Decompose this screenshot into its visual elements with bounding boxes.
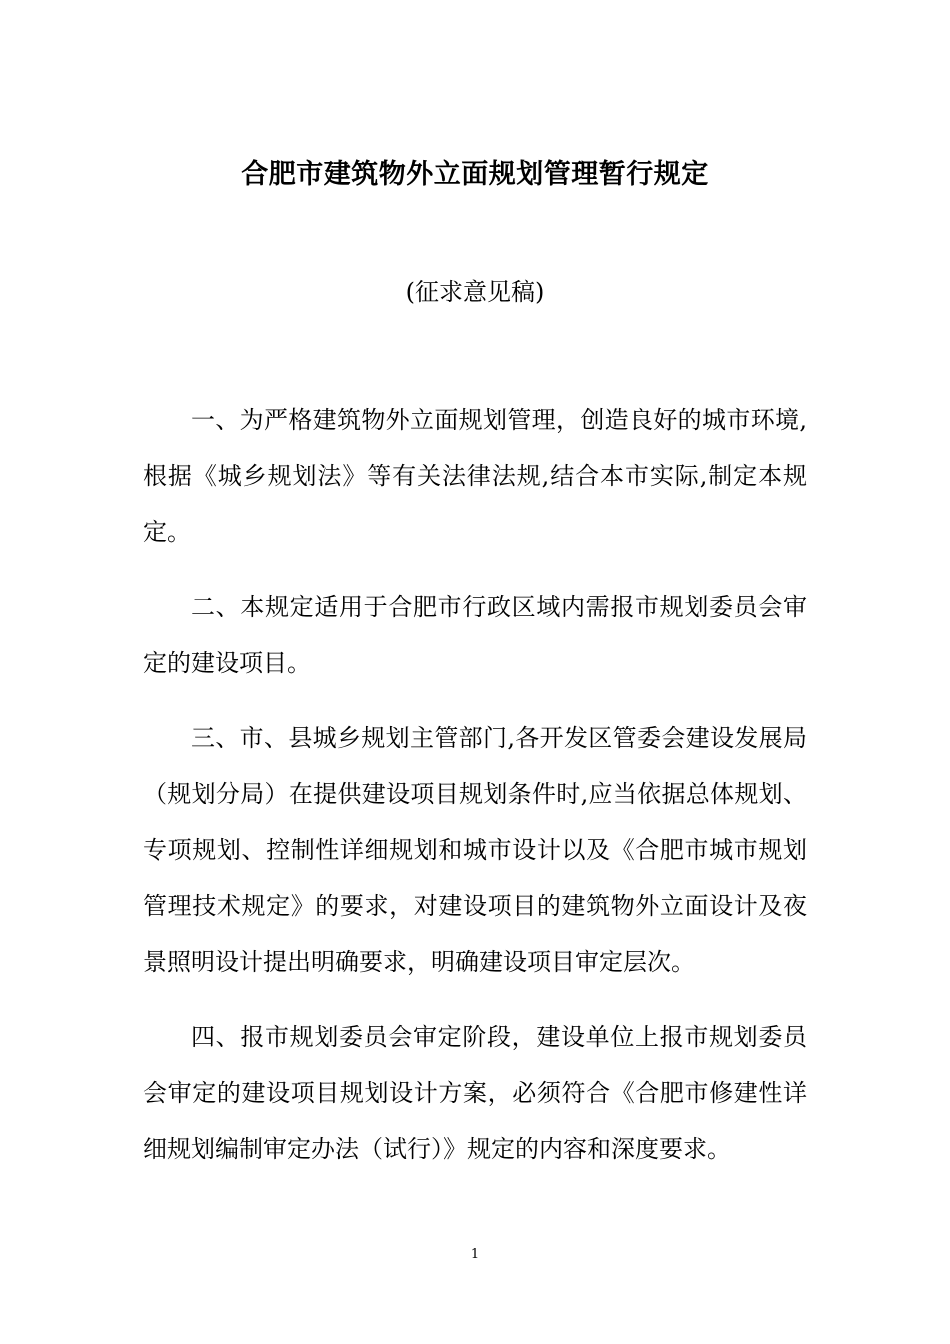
document-body: [143, 392, 807, 1196]
document-title: 合肥市建筑物外立面规划管理暂行规定: [241, 159, 709, 190]
document-subtitle: (征求意见稿): [405, 278, 545, 306]
paragraph-3: 三、市、县城乡规划主管部门,各开发区管委会建设发展局（规划分局）在提供建设项目规划条件时,应当依据总体规划、专项规划、控制性详细规划和城市设计以及《合肥市城市规划管理技术规定》的要求，对建设项目的建筑物外立面设计及夜景照明设计提出明确要求，明确建设项目审定层次。: [143, 724, 807, 976]
paragraph-1: 一、为严格建筑物外立面规划管理，创造良好的城市环境,根据《城乡规划法》等有关法律法规,结合本市实际,制定本规定。: [143, 406, 807, 546]
paragraph-2: 二、本规定适用于合肥市行政区域内需报市规划委员会审定的建设项目。: [143, 593, 807, 677]
page-number: 1: [470, 1247, 480, 1262]
paragraph-4: 四、报市规划委员会审定阶段，建设单位上报市规划委员会审定的建设项目规划设计方案，必须符合《合肥市修建性详细规划编制审定办法（试行）》规定的内容和深度要求。: [143, 1023, 807, 1163]
